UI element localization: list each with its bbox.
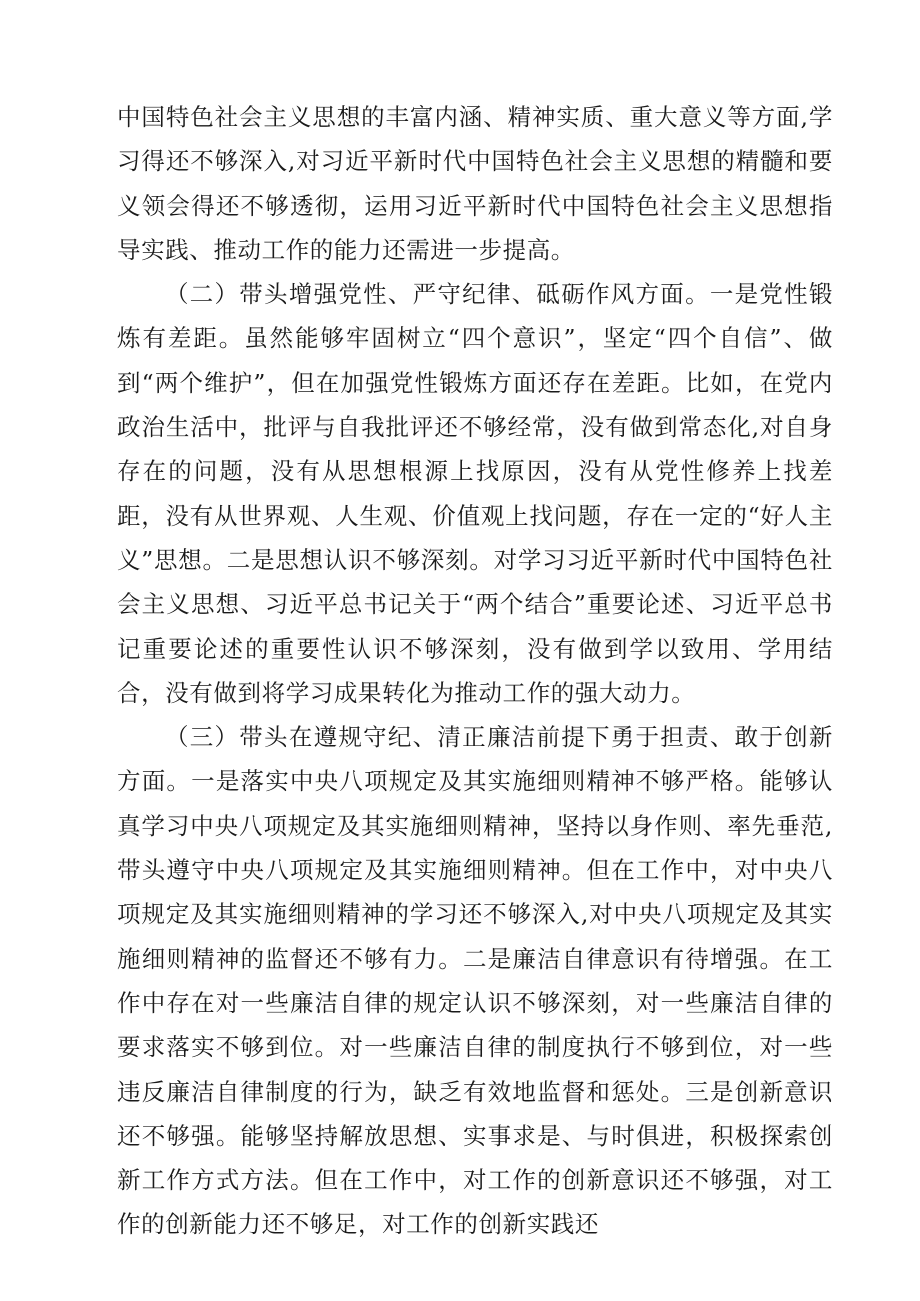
- paragraph-section-three: （三）带头在遵规守纪、清正廉洁前提下勇于担责、敢于创新方面。一是落实中央八项规定及其实施细则精神不够严格。能够认真学习中央八项规定及其实施细则精神，坚持以身作则、率先垂范,带头遵守中央八项规定及其实施细则精神。但在工作中，对中央八项规定及其实施细则精神的学习还不够深入,对中央八项规定及其实施细则精神的监督还不够有力。二是廉洁自律意识有待增强。在工作中存在对一些廉洁自律的规定认识不够深刻，对一些廉洁自律的要求落实不够到位。对一些廉洁自律的制度执行不够到位，对一些违反廉洁自律制度的行为，缺乏有效地监督和惩处。三是创新意识还不够强。能够坚持解放思想、实事求是、与时俱进，积极探索创新工作方式方法。但在工作中，对工作的创新意识还不够强，对工作的创新能力还不够足，对工作的创新实践还: [117, 723, 834, 1239]
- paragraph-section-two: （二）带头增强党性、严守纪律、砥砺作风方面。一是党性锻炼有差距。虽然能够牢固树立“四个意识”，坚定“四个自信”、做到“两个维护”，但在加强党性锻炼方面还存在差距。比如，在党内政治生活中，批评与自我批评还不够经常，没有做到常态化,对自身存在的问题，没有从思想根源上找原因，没有从党性修养上找差距，没有从世界观、人生观、价值观上找问题，存在一定的“好人主义”思想。二是思想认识不够深刻。对学习习近平新时代中国特色社会主义思想、习近平总书记关于“两个结合”重要论述、习近平总书记重要论述的重要性认识不够深刻，没有做到学以致用、学用结合，没有做到将学习成果转化为推动工作的强大动力。: [117, 280, 833, 707]
- document-page: [117, 95, 833, 1247]
- paragraph-continuation: 中国特色社会主义思想的丰富内涵、精神实质、重大意义等方面,学习得还不够深入,对习近平新时代中国特色社会主义思想的精髓和要义领会得还不够透彻，运用习近平新时代中国特色社会主义思想指导实践、推动工作的能力还需进一步提高。: [117, 103, 834, 264]
